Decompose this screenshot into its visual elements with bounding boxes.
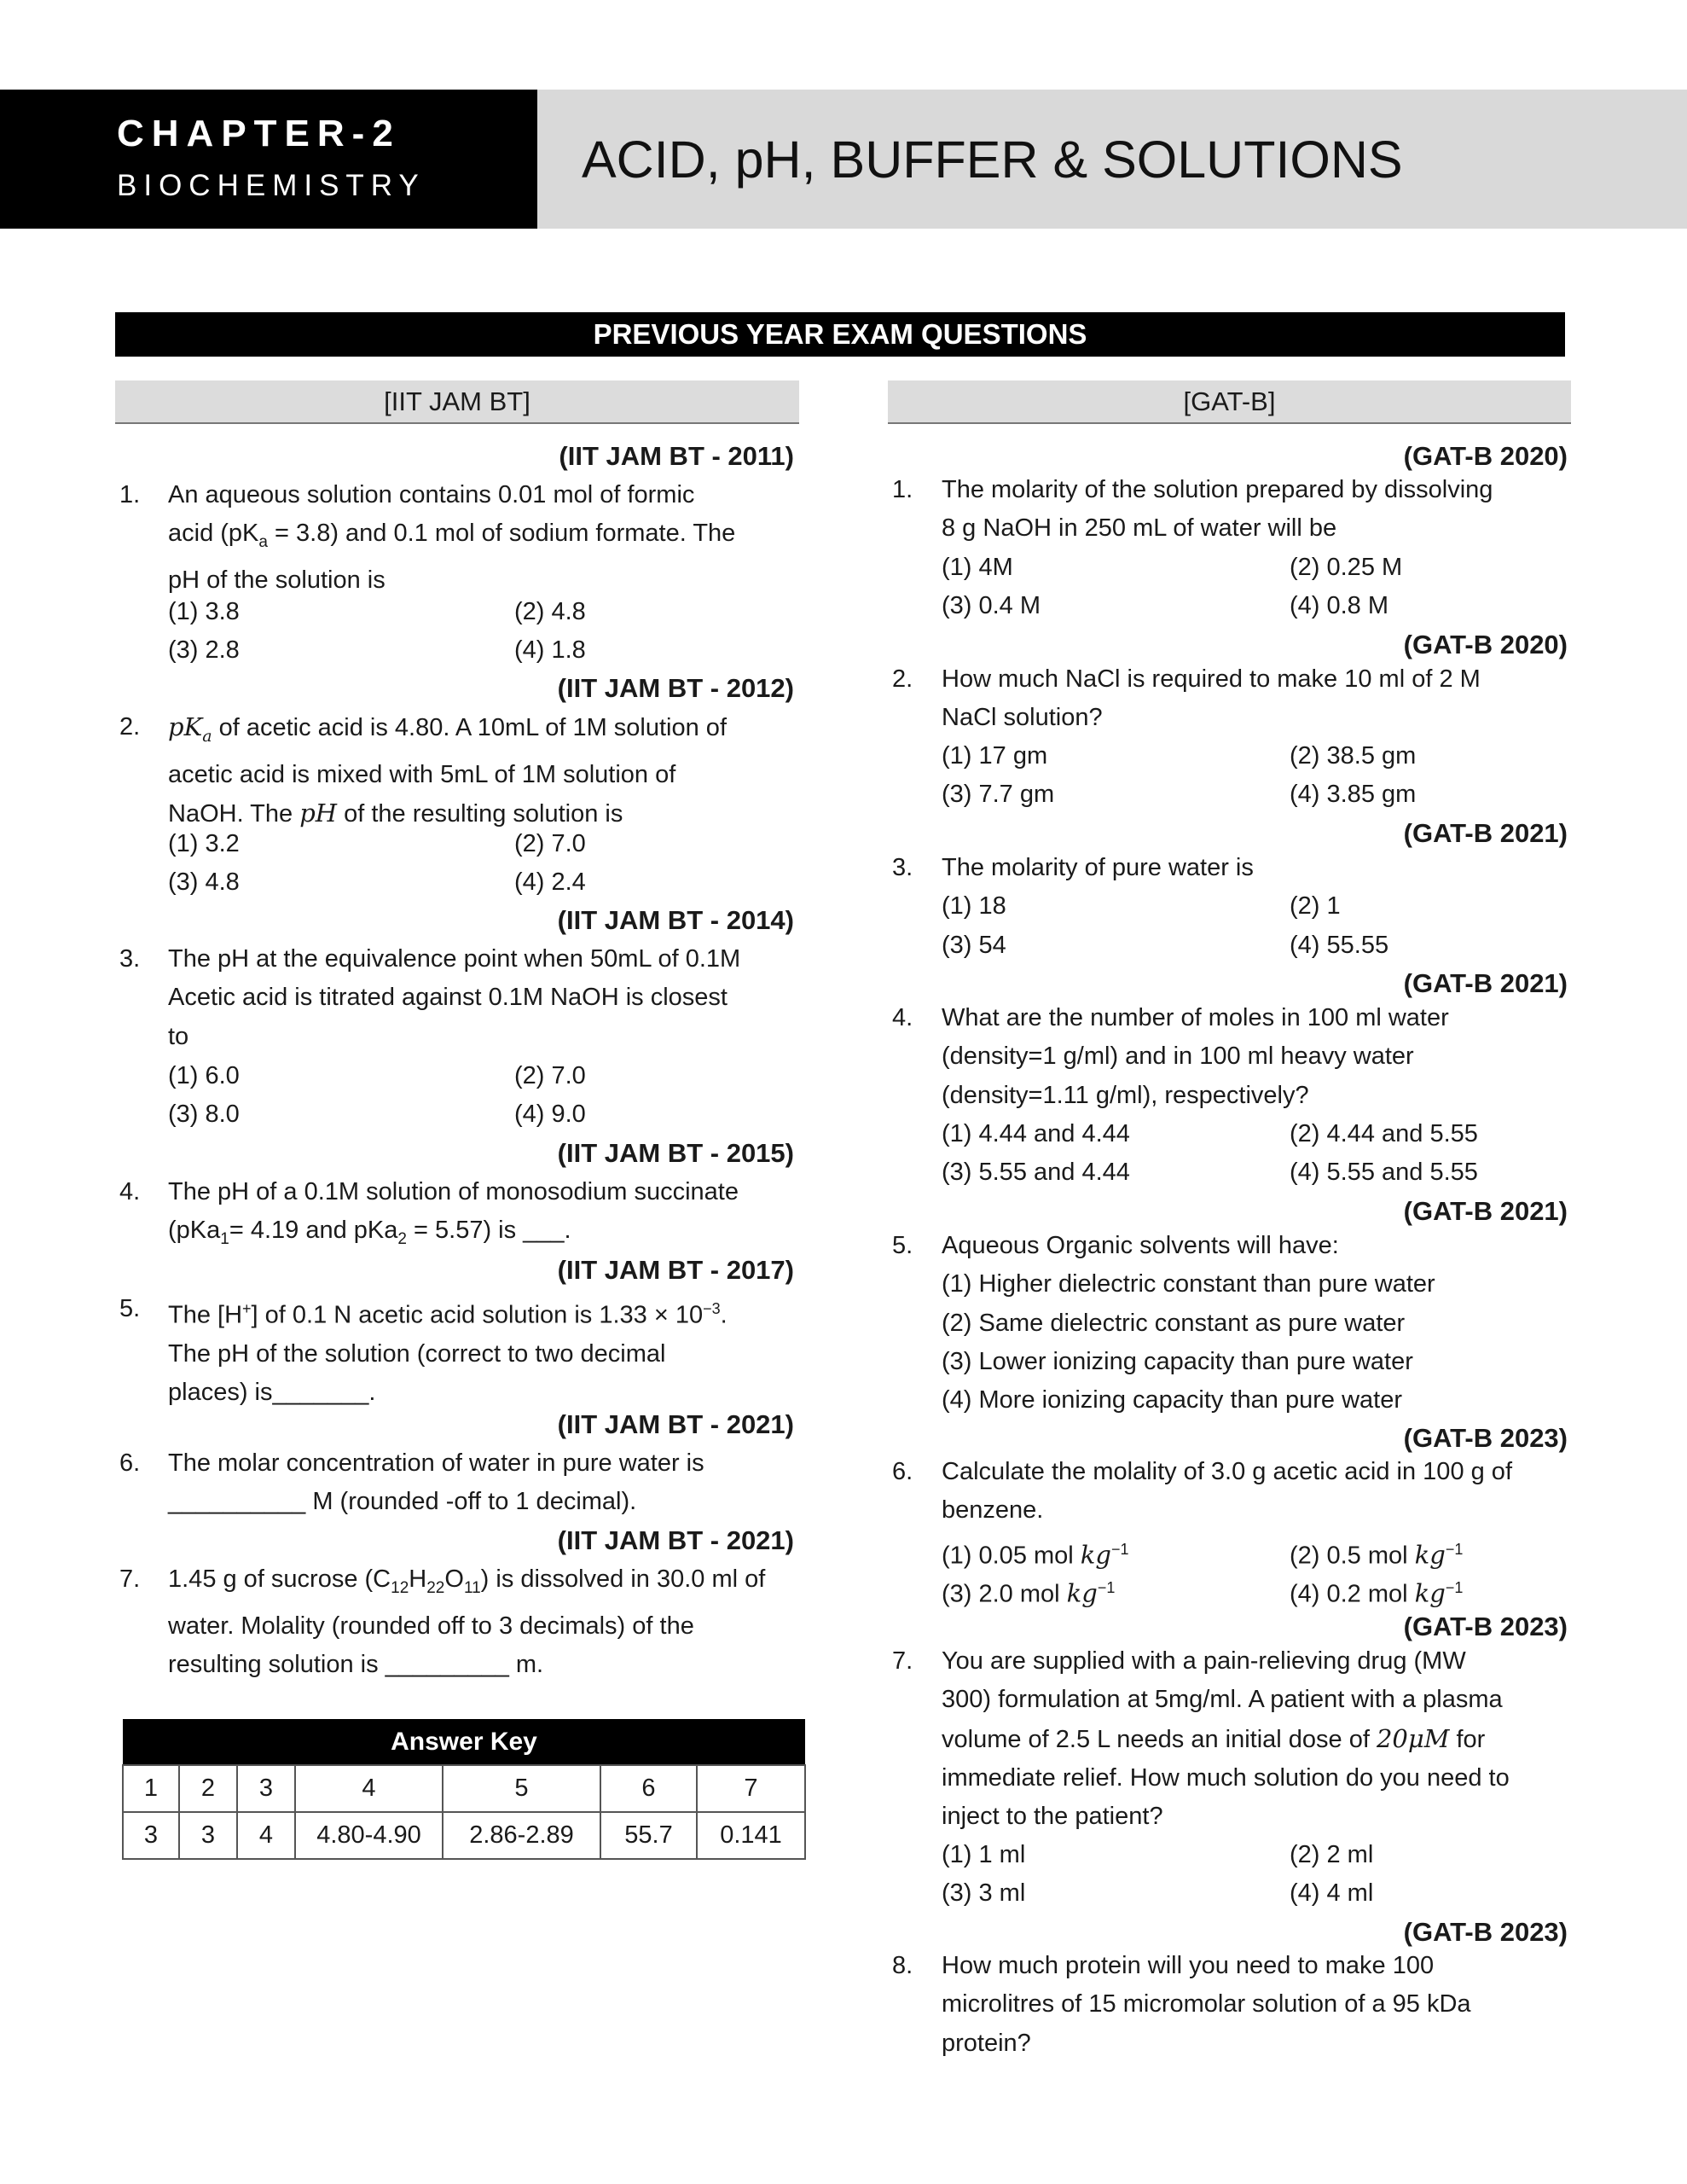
option: (2) 0.5 mol $kg^{-1}$: [1290, 1540, 1464, 1570]
option: (4) 9.0: [514, 1101, 586, 1128]
question-number: 7.: [892, 1647, 913, 1675]
table-cell: 7: [697, 1765, 805, 1812]
question-text: Aqueous Organic solvents will have: (1) Higher dielectric constant than pure water (2) Same dielectric constant as pure water (3) Lower ionizing capacity than pure water (4) More ionizing capacity than pure water: [942, 1227, 1568, 1420]
question-number: 5.: [892, 1232, 913, 1259]
table-cell: 2.86-2.89: [443, 1812, 600, 1859]
answer-key-table: [122, 1719, 806, 1860]
question-number: 3.: [119, 945, 141, 973]
iit-jam-heading: [IIT JAM BT]: [115, 380, 799, 424]
table-cell: 3: [123, 1812, 179, 1859]
option: (2) Same dielectric constant as pure water: [942, 1309, 1406, 1337]
option: (2) 0.25 M: [1290, 554, 1403, 581]
option: (1) 0.05 mol $kg^{-1}$: [942, 1540, 1129, 1570]
option: (2) 38.5 gm: [1290, 742, 1417, 770]
option: (2) 4.8: [514, 598, 586, 625]
question-text: 1.45 g of sucrose $(C_{12}H_{22}O_{11})$ is dissolved in 30.0 ml of water. Molality (rounded off to 3 decimals) of the resulting solution is _________ m.: [168, 1565, 766, 1679]
question-number: 3.: [892, 854, 913, 881]
question-text: The molarity of the solution prepared by dissolving 8 g NaOH in 250 mL of water will be: [942, 476, 1493, 543]
table-cell: 1: [123, 1765, 179, 1812]
option: (1) 1 ml: [942, 1841, 1026, 1868]
option: (1) 4.44 and 4.44: [942, 1120, 1130, 1147]
option: (3) 7.7 gm: [942, 781, 1055, 808]
table-cell: 4: [237, 1812, 295, 1859]
question-text: The pH of a 0.1M solution of monosodium succinate (pKa$_1$= 4.19 and pKa$_2$ = 5.57) is ___.: [168, 1178, 739, 1249]
question-year: (IIT JAM BT - 2011): [559, 441, 794, 471]
option: (2) 1: [1290, 892, 1341, 920]
question-text: An aqueous solution contains 0.01 mol of formic acid $(pK_a = 3.8)$ and 0.1 mol of sodium formate. The pH of the solution is: [168, 481, 736, 595]
table-cell: 0.141: [697, 1812, 805, 1859]
question-year: (GAT-B 2020): [1403, 441, 1568, 471]
option: (4) 0.2 mol $kg^{-1}$: [1290, 1578, 1464, 1608]
question-number: 4.: [892, 1004, 913, 1031]
question-year: (GAT-B 2021): [1403, 968, 1568, 998]
option: (3) Lower ionizing capacity than pure water: [942, 1347, 1413, 1375]
table-cell: 6: [600, 1765, 697, 1812]
option: (3) 3 ml: [942, 1879, 1026, 1907]
question-year: (IIT JAM BT - 2021): [557, 1525, 794, 1555]
table-cell: 4.80-4.90: [295, 1812, 443, 1859]
question-year: (GAT-B 2023): [1403, 1612, 1568, 1641]
page-title: ACID, pH, BUFFER & SOLUTIONS: [582, 131, 1403, 189]
option: (3) 5.55 and 4.44: [942, 1159, 1130, 1186]
option: (4) 3.85 gm: [1290, 781, 1417, 808]
question-number: 2.: [892, 665, 913, 693]
option: (1) 4M: [942, 554, 1013, 581]
question-number: 1.: [119, 481, 141, 508]
question-text: $pK_a$ of acetic acid is 4.80. A 10mL of 1M solution of acetic acid is mixed with 5mL of 1M solution of NaOH. The pH of the resulting solution is: [168, 712, 727, 828]
question-number: 6.: [892, 1458, 913, 1485]
option: (4) 1.8: [514, 636, 586, 664]
option: (4) More ionizing capacity than pure water: [942, 1386, 1402, 1414]
question-year: (GAT-B 2023): [1403, 1423, 1568, 1453]
question-text: How much NaCl is required to make 10 ml of 2 M NaCl solution?: [942, 665, 1481, 732]
table-cell: 3: [179, 1812, 237, 1859]
question-text: What are the number of moles in 100 ml water (density=1 g/ml) and in 100 ml heavy water (density=1.11 g/ml), respectively?: [942, 1004, 1449, 1109]
question-year: (IIT JAM BT - 2015): [557, 1138, 794, 1168]
subject-label: BIOCHEMISTRY: [117, 169, 426, 202]
question-year: (GAT-B 2023): [1403, 1917, 1568, 1947]
question-text: Calculate the molality of 3.0 g acetic acid in 100 g of benzene.: [942, 1458, 1512, 1525]
option: (2) 7.0: [514, 830, 586, 857]
question-number: 4.: [119, 1178, 141, 1205]
option: (4) 4 ml: [1290, 1879, 1374, 1907]
question-text: The molar concentration of water in pure water is __________ M (rounded -off to 1 decimal).: [168, 1449, 704, 1516]
question-year: (GAT-B 2021): [1403, 818, 1568, 848]
option: (4) 0.8 M: [1290, 592, 1389, 619]
option: (4) 2.4: [514, 868, 586, 896]
answer-key-title: Answer Key: [123, 1719, 805, 1765]
option: (1) 3.2: [168, 830, 240, 857]
chapter-label: CHAPTER-2: [117, 113, 401, 154]
question-year: (IIT JAM BT - 2014): [557, 905, 794, 935]
table-cell: 5: [443, 1765, 600, 1812]
question-year: (GAT-B 2021): [1403, 1196, 1568, 1226]
table-row: [123, 1765, 805, 1812]
question-text: The [H+] of 0.1 N acetic acid solution is $1.33 \times 10^{-3}$. The pH of the solution (correct to two decimal places) is_______.: [168, 1300, 728, 1407]
table-cell: 2: [179, 1765, 237, 1812]
option: (2) 7.0: [514, 1062, 586, 1089]
option: (3) 0.4 M: [942, 592, 1041, 619]
question-number: 1.: [892, 476, 913, 503]
option: (3) 8.0: [168, 1101, 240, 1128]
table-cell: 55.7: [600, 1812, 697, 1859]
gat-b-heading: [GAT-B]: [888, 380, 1571, 424]
chapter-banner: [0, 90, 537, 229]
question-year: (GAT-B 2020): [1403, 630, 1568, 659]
table-row: [123, 1812, 805, 1859]
option: (2) 2 ml: [1290, 1841, 1374, 1868]
question-year: (IIT JAM BT - 2021): [557, 1409, 794, 1439]
option: (4) 55.55: [1290, 932, 1389, 959]
question-year: (IIT JAM BT - 2012): [557, 673, 794, 703]
question-number: 8.: [892, 1952, 913, 1979]
question-number: 7.: [119, 1565, 141, 1593]
option: (3) 2.0 mol $kg^{-1}$: [942, 1578, 1116, 1608]
option: (1) 6.0: [168, 1062, 240, 1089]
option: (1) 3.8: [168, 598, 240, 625]
question-year: (IIT JAM BT - 2017): [557, 1255, 794, 1285]
section-title: PREVIOUS YEAR EXAM QUESTIONS: [115, 312, 1565, 357]
question-number: 2.: [119, 713, 141, 741]
option: (2) 4.44 and 5.55: [1290, 1120, 1478, 1147]
option: (3) 2.8: [168, 636, 240, 664]
question-number: 6.: [119, 1449, 141, 1477]
option: (3) 54: [942, 932, 1006, 959]
option: (1) 17 gm: [942, 742, 1048, 770]
option: (4) 5.55 and 5.55: [1290, 1159, 1478, 1186]
option: (1) Higher dielectric constant than pure water: [942, 1270, 1435, 1298]
table-cell: 4: [295, 1765, 443, 1812]
question-number: 5.: [119, 1295, 141, 1322]
question-text: How much protein will you need to make 100 microlitres of 15 micromolar solution of a 95 kDa protein?: [942, 1952, 1471, 2057]
question-text: The molarity of pure water is: [942, 854, 1254, 881]
question-text: The pH at the equivalence point when 50mL of 0.1M Acetic acid is titrated against 0.1M NaOH is closest to: [168, 945, 741, 1050]
table-cell: 3: [237, 1765, 295, 1812]
option: (3) 4.8: [168, 868, 240, 896]
option: (1) 18: [942, 892, 1006, 920]
question-text: You are supplied with a pain-relieving drug (MW 300) formulation at 5mg/ml. A patient with a plasma volume of 2.5 L needs an initial dose of 20μM for immediate relief. How much solution do you need to inject to the patient?: [942, 1647, 1510, 1831]
